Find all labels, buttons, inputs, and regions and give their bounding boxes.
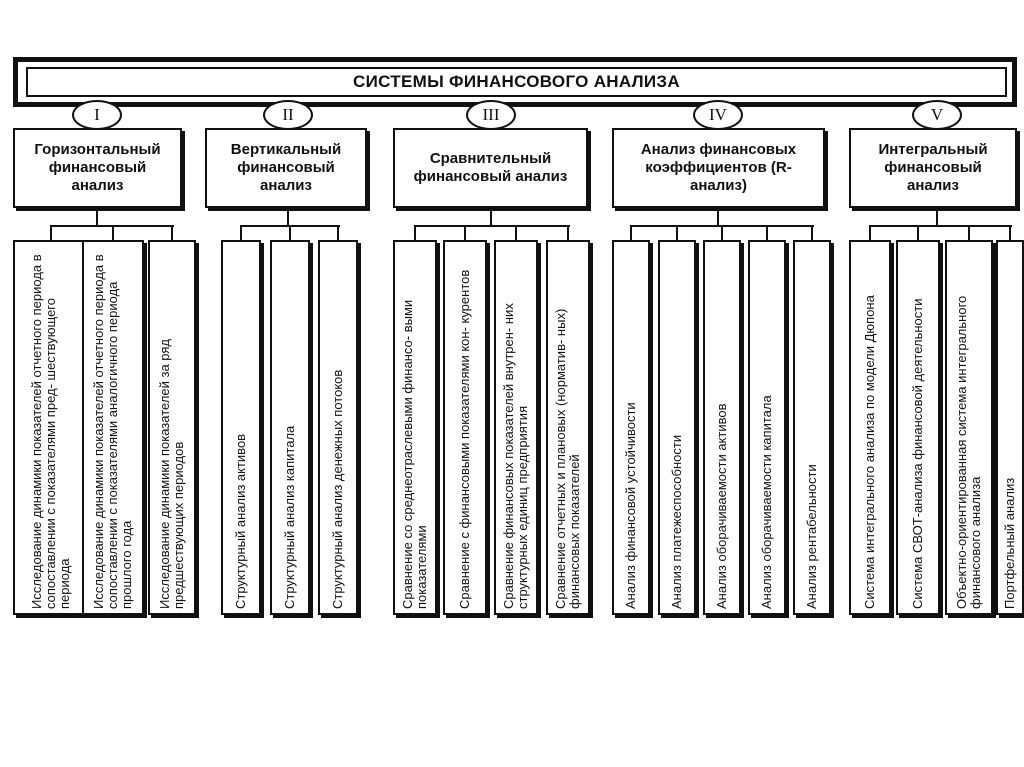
analysis-item-label: Система СВОТ-анализа финансовой деятельности [910,298,925,609]
group-title: Вертикальный финансовый анализ [230,141,342,194]
analysis-item-label: Структурный анализ денежных потоков [330,369,345,609]
analysis-item-label: Анализ оборачиваемости капитала [759,394,774,609]
analysis-item [82,240,144,615]
group-numeral: I [72,100,122,130]
analysis-item [13,240,88,615]
analysis-item [318,240,358,615]
analysis-item [612,240,650,615]
analysis-item [849,240,891,615]
group-numeral: III [466,100,516,130]
connector-line [289,225,291,240]
connector-line [171,225,173,240]
analysis-item [793,240,831,615]
connector-line [676,225,678,240]
connector-line [112,225,114,240]
group-box [612,128,825,208]
analysis-item-label: Объектно-ориентированная система интегрального финансового анализа [954,295,983,609]
analysis-item [494,240,538,615]
connector-bus [870,225,1012,227]
analysis-item-label: Анализ рентабельности [804,463,819,609]
analysis-item-label: Анализ платежеспособности [669,434,684,609]
group-numeral: V [912,100,962,130]
connector-line [240,225,242,240]
analysis-item [703,240,741,615]
connector-line [287,208,289,226]
analysis-item [748,240,786,615]
group-title: Анализ финансовых коэффициентов (R-анализ) [640,141,797,194]
analysis-item [393,240,437,615]
connector-line [490,208,492,226]
group-box [13,128,182,208]
connector-line [936,208,938,226]
group-title: Сравнительный финансовый анализ [413,150,568,185]
connector-line [96,208,98,226]
connector-line [811,225,813,240]
connector-line [766,225,768,240]
analysis-item-label: Сравнение с финансовыми показателями кон- курентов [457,269,472,609]
connector-line [567,225,569,240]
analysis-item-label: Сравнение финансовых показателей внутрен- них структурных единиц предприятия [501,302,530,609]
analysis-item [148,240,196,615]
analysis-item-label: Исследование динамики показателей отчетного периода в сопоставлении с показателями аналогичного периода прошлого года [91,253,134,609]
analysis-item-label: Сравнение со среднеотраслевыми финансо- выми показателями [400,299,429,609]
analysis-item-label: Анализ финансовой устойчивости [623,401,638,609]
analysis-item-label: Портфельный анализ [1002,477,1017,609]
analysis-item [443,240,487,615]
analysis-item-label: Структурный анализ активов [233,433,248,609]
analysis-item-label: Анализ оборачиваемости активов [714,402,729,609]
group-box [205,128,367,208]
connector-bus [415,225,570,227]
connector-line [1009,225,1011,240]
group-title: Интегральный финансовый анализ [878,141,988,194]
analysis-item-label: Структурный анализ капитала [282,425,297,609]
connector-line [50,225,52,240]
analysis-item [945,240,993,615]
group-numeral: IV [693,100,743,130]
group-box [849,128,1017,208]
connector-line [414,225,416,240]
connector-line [721,225,723,240]
analysis-item [658,240,696,615]
connector-line [630,225,632,240]
connector-line [968,225,970,240]
analysis-item-label: Исследование динамики показателей отчетного периода в сопоставлении с показателями пред- шествующего периода [28,253,72,609]
analysis-item-label: Сравнение отчетных и плановых (норматив- ных) финансовых показателей [553,308,582,609]
group-box [393,128,588,208]
connector-line [337,225,339,240]
analysis-item [221,240,261,615]
diagram-title: СИСТЕМЫ ФИНАНСОВОГО АНАЛИЗА [26,67,1007,97]
connector-line [869,225,871,240]
connector-line [717,208,719,226]
group-title: Горизонтальный финансовый анализ [34,141,161,194]
connector-line [515,225,517,240]
connector-line [917,225,919,240]
analysis-item [270,240,310,615]
connector-line [464,225,466,240]
analysis-item [996,240,1024,615]
analysis-item-label: Система интегрального анализа по модели Дюпона [862,294,877,609]
analysis-item [896,240,940,615]
group-numeral: II [263,100,313,130]
analysis-item [546,240,590,615]
analysis-item-label: Исследование динамики показателей за ряд предшествующих периодов [157,338,186,609]
